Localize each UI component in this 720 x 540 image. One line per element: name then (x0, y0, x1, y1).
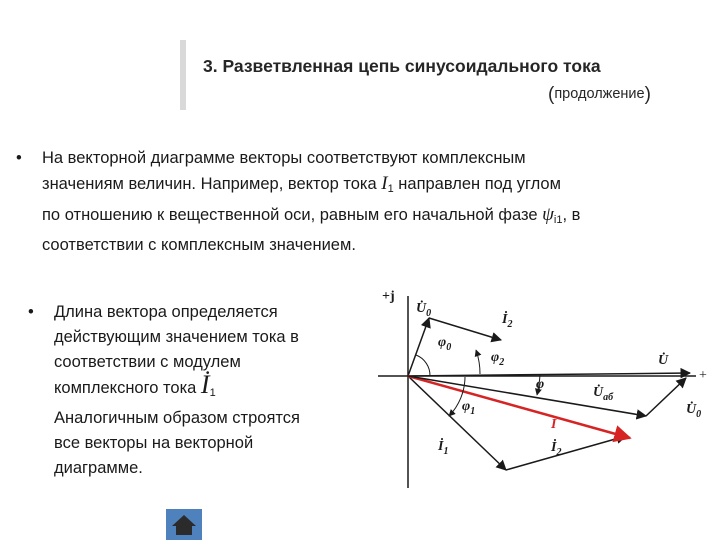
vector-u0-right (646, 378, 686, 416)
vector-i2-bottom (506, 436, 626, 470)
arc-phi2 (476, 350, 480, 374)
page-title: 3. Разветвленная цепь синусоидального тока (203, 56, 601, 76)
home-button[interactable] (166, 509, 202, 540)
label-uab: $U̇_{аб}$ (593, 385, 614, 403)
label-i-total: İ (551, 417, 557, 432)
title-accent-bar (180, 40, 186, 110)
label-phi2: $\varphi_2$ (491, 350, 505, 368)
label-phi: φ (536, 377, 545, 392)
bullet-dot: • (16, 149, 22, 167)
page-subtitle: (продолжение) (548, 84, 651, 105)
bullet-vector-length: • Длина вектора определяется действующим значением тока в соответствии с модулем комплексного тока İ1 Аналогичным образом строятся все векторы на векторной диаграмме. (54, 300, 364, 481)
label-i1: $İ_1$ (438, 439, 449, 457)
vector-u0-top (408, 318, 429, 376)
complex-current-symbol: İ (200, 370, 210, 399)
imaginary-axis-label: +j (382, 289, 395, 304)
arc-phi0 (416, 355, 430, 376)
phase-psi-symbol: ψ (542, 204, 554, 225)
real-axis-label: + (699, 368, 707, 383)
label-u0-top: $U̇_0$ (416, 301, 432, 319)
label-u0-right: $U̇_0$ (686, 402, 702, 420)
current-i1-symbol: I (381, 173, 388, 194)
bullet-vector-complex-values: • На векторной диаграмме векторы соответствуют комплексным значениям величин. Например, вектор тока I1 направлен под углом по отношению к вещественной оси, равным его начальной фазе ψi1, в соответствии с комплексным значением. (42, 146, 712, 258)
label-u: U̇ (658, 353, 669, 368)
bullet-dot: • (28, 303, 34, 321)
vector-diagram (368, 278, 718, 490)
label-phi0: $\varphi_0$ (438, 335, 452, 353)
label-phi1: $\varphi_1$ (462, 399, 476, 417)
label-i2-top: $İ_2$ (502, 312, 513, 330)
label-i2-bottom: $İ_2$ (551, 440, 562, 458)
home-icon (170, 513, 198, 536)
